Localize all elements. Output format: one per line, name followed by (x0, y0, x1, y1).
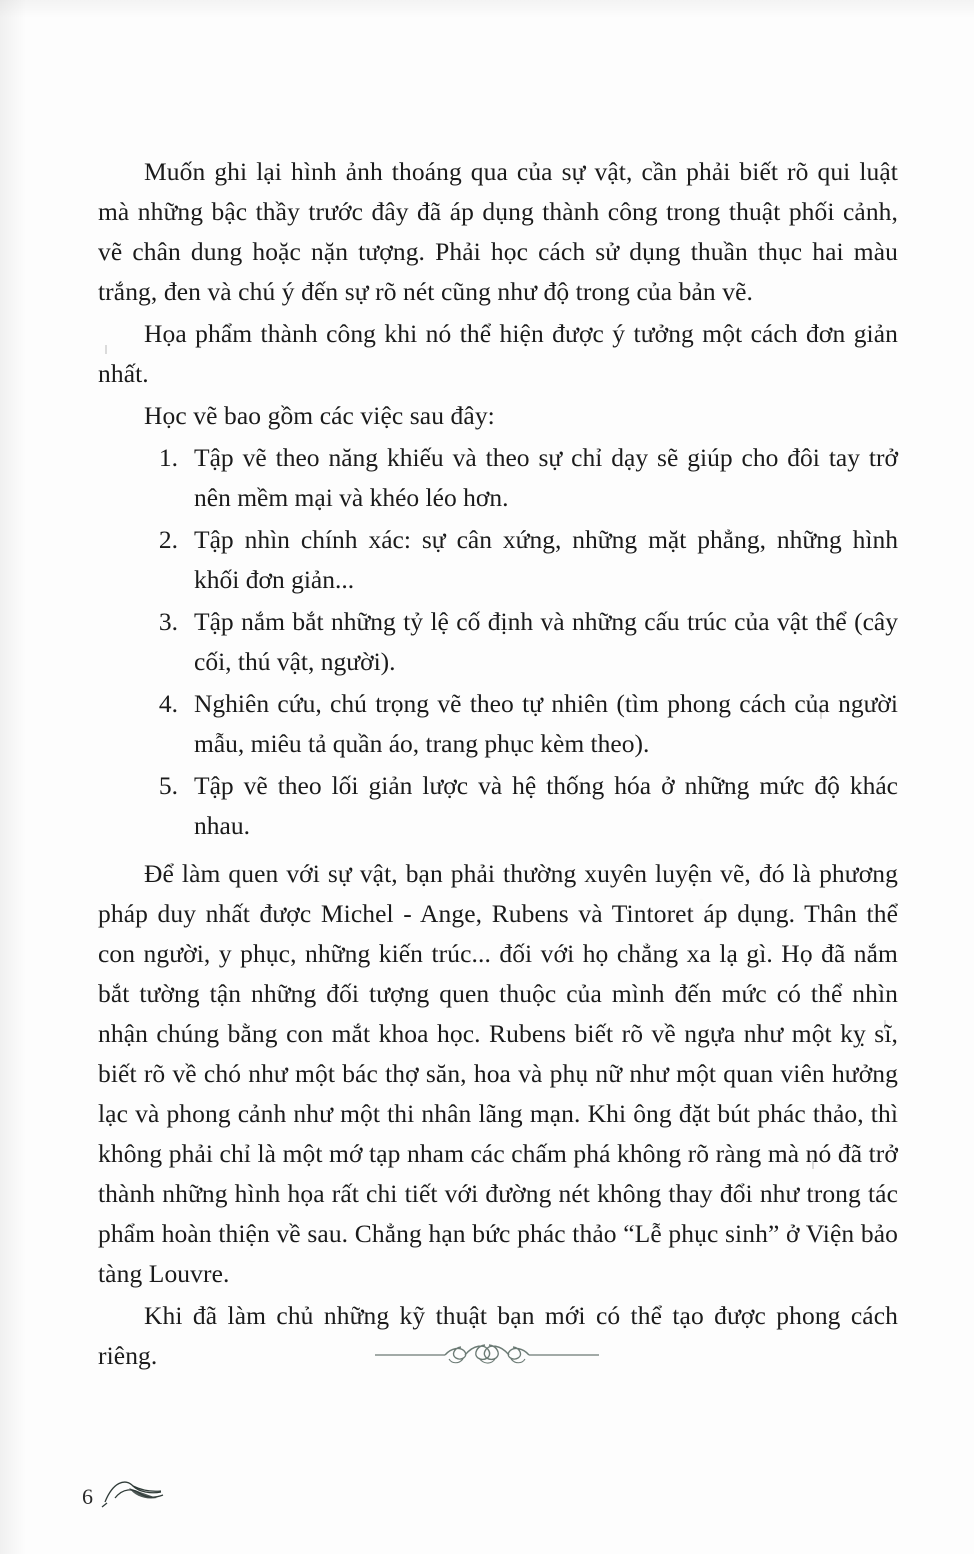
page-edge-shadow-left (0, 0, 26, 1554)
paragraph-intro: Muốn ghi lại hình ảnh thoáng qua của sự vật, cần phải biết rõ qui luật mà những bậc thầy trước đây đã áp dụng thành công trong thuật phối cảnh, vẽ chân dung hoặc nặn tượng. Phải học cách sử dụng thuần thục hai màu trắng, đen và chú ý đến sự rõ nét cũng như độ trong của bản vẽ. (98, 157, 898, 306)
paragraph-closing: Khi đã làm chủ những kỹ thuật bạn mới có thể tạo được phong cách riêng. (98, 1301, 898, 1370)
list-item-text: Tập vẽ theo lối giản lược và hệ thống hóa ở những mức độ khác nhau. (194, 771, 898, 840)
list-item-text: Tập nhìn chính xác: sự cân xứng, những mặt phẳng, những hình khối đơn giản... (194, 525, 898, 594)
list-item-text: Nghiên cứu, chú trọng vẽ theo tự nhiên (tìm phong cách của người mẫu, miêu tả quần áo, trang phục kèm theo). (194, 689, 898, 758)
list-item (98, 520, 898, 600)
paragraph-list-lead: Học vẽ bao gồm các việc sau đây: (144, 401, 495, 430)
list-item-number: 3. (158, 607, 178, 636)
list-item (98, 766, 898, 846)
list-item (98, 602, 898, 682)
page-number: 6 (82, 1484, 93, 1509)
list-item (98, 438, 898, 518)
list-item-number: 1. (158, 443, 178, 472)
page-footer (82, 1476, 169, 1510)
paragraph-success: Họa phẩm thành công khi nó thể hiện được ý tưởng một cách đơn giản nhất. (98, 319, 898, 388)
list-item-number: 5. (158, 771, 178, 800)
list-item (98, 684, 898, 764)
list-item-number: 2. (158, 525, 178, 554)
page-edge-shadow-top (0, 0, 974, 18)
list-item-text: Tập vẽ theo năng khiếu và theo sự chỉ dạy sẽ giúp cho đôi tay trở nên mềm mại và khéo léo hơn. (194, 443, 898, 512)
numbered-list (98, 438, 898, 846)
body-text (98, 152, 898, 1378)
floral-divider-icon (0, 1334, 974, 1374)
bird-flourish-icon (99, 1476, 169, 1510)
paragraph-masters: Để làm quen với sự vật, bạn phải thường xuyên luyện vẽ, đó là phương pháp duy nhất được Michel - Ange, Rubens và Tintoret áp dụng. Thân thể con người, y phục, những kiến trúc... đối với họ chẳng xa lạ gì. Họ đã nắm bắt tường tận những đối tượng quen thuộc của mình đến mức có thể nhìn nhận chúng bằng con mắt khoa học. Rubens biết rõ về ngựa như một kỵ sĩ, biết rõ về chó như một bác thợ săn, hoa và phụ nữ như một quan viên hưởng lạc và phong cảnh như một thi nhân lãng mạn. Khi ông đặt bút phác thảo, thì không phải chỉ là một mớ tạp nham các chấm phá không rõ ràng mà nó đã trở thành những hình họa rất chi tiết với đường nét không thay đổi như trong tác phẩm hoàn thiện về sau. Chẳng hạn bức phác thảo “Lễ phục sinh” ở Viện bảo tàng Louvre. (98, 859, 898, 1288)
list-item-number: 4. (158, 689, 178, 718)
list-item-text: Tập nắm bắt những tỷ lệ cố định và những cấu trúc của vật thể (cây cối, thú vật, người). (194, 607, 898, 676)
